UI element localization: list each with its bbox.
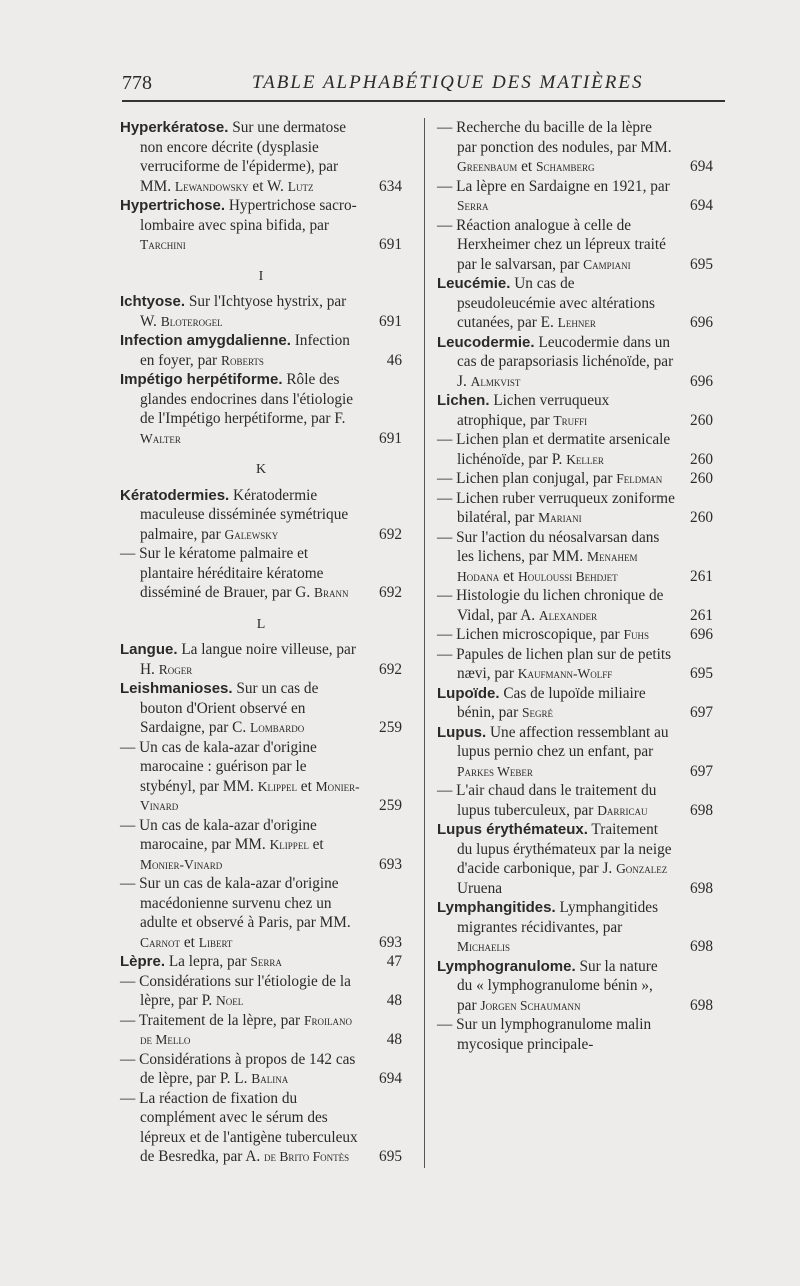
entry-text: — La réaction de fixation du complément avec le sérum des lépreux et de l'antigène tuberculeux de Besredka, par A. xyxy=(120,1089,358,1165)
entry-author: Schamberg xyxy=(535,159,595,174)
entry-author: Carnot xyxy=(140,934,181,950)
entry-text: — L'air chaud dans le traitement du lupus tuberculeux, par xyxy=(437,782,657,819)
entry-author: Menahem Hodana xyxy=(457,549,638,584)
entry-text: Kératodermie maculeuse disséminée symétrique palmaire, par xyxy=(140,486,349,543)
entry-author: Tarchini xyxy=(140,237,186,252)
entry-headword: Leishmanioses. xyxy=(120,680,233,697)
entry-page-number: 260 xyxy=(690,470,713,487)
entry-author: Alexander xyxy=(538,607,598,623)
entry-page-number: 692 xyxy=(379,584,402,601)
entry-text: — Réaction analogue à celle de Herxheimer chez un lépreux traité par le salvarsan, par xyxy=(437,216,666,273)
entry-text: — Lichen plan conjugal, par xyxy=(437,470,617,487)
entry-page-number: 694 xyxy=(379,1070,402,1087)
entry-author: Darricau xyxy=(597,802,648,818)
entry-author: Michaelis xyxy=(457,939,511,954)
entry-headword: Hyperkératose. xyxy=(120,119,229,136)
entry-text: et xyxy=(499,567,518,585)
index-entry xyxy=(437,430,713,469)
entry-author: Greenbaum xyxy=(457,159,518,174)
entry-headword: Lupus. xyxy=(437,723,487,741)
index-entry xyxy=(437,898,713,957)
entry-author: Walter xyxy=(140,430,181,446)
index-entry xyxy=(120,196,402,255)
entry-text: — Lichen ruber verruqueux zoniforme bilatéral, par xyxy=(437,489,675,526)
entry-text: Sur l'Ichtyose hystrix, par W. xyxy=(140,293,347,330)
entry-author: Jorgen Schaumann xyxy=(480,997,581,1013)
index-entry xyxy=(120,640,402,679)
entry-author: Feldman xyxy=(616,471,663,486)
entry-text: La lepra, par xyxy=(165,953,251,970)
index-entry xyxy=(437,528,713,587)
entry-page-number: 692 xyxy=(379,525,402,543)
index-entry xyxy=(437,489,713,528)
entry-author: Serra xyxy=(457,198,489,213)
index-entry xyxy=(120,738,402,816)
entry-page-number: 693 xyxy=(379,933,402,951)
index-entry xyxy=(120,1011,402,1050)
entry-text: et xyxy=(308,836,324,853)
entry-text: Sur un cas de bouton d'Orient observé en Sardaigne, par C. xyxy=(140,680,319,736)
entry-author: Lutz xyxy=(287,178,314,194)
entry-text: — Un cas de kala-azar d'origine marocaine, par MM. xyxy=(120,816,317,853)
entry-author: Froilano de Mello xyxy=(140,1012,352,1047)
index-entry xyxy=(120,331,402,370)
entry-text: — Recherche du bacille de la lèpre par ponction des nodules, par MM. xyxy=(437,119,672,156)
entry-text: Leucodermie dans un cas de parapsoriasis lichénoïde, par J. xyxy=(457,333,674,390)
entry-text: Rôle des glandes endocrines dans l'étiologie de l'Impétigo herpétiforme, par F. xyxy=(140,371,354,427)
entry-page-number: 691 xyxy=(379,312,402,330)
section-letter: K xyxy=(255,462,267,477)
entry-page-number: 691 xyxy=(379,429,402,447)
entry-author: Lewandowsky xyxy=(174,178,249,194)
index-entry xyxy=(120,874,402,952)
entry-text: — La lèpre en Sardaigne en 1921, par xyxy=(437,177,670,195)
entry-page-number: 260 xyxy=(690,450,713,468)
entry-author: Lombardo xyxy=(250,720,305,735)
entry-text: Sur la nature du « lymphogranulome bénin », par xyxy=(457,957,658,1014)
entry-page-number: 48 xyxy=(386,1031,402,1048)
entry-headword: Ichtyose. xyxy=(120,293,186,310)
page-header xyxy=(122,68,722,98)
entry-author: Keller xyxy=(566,451,604,467)
entry-author: Kaufmann-Wolff xyxy=(517,666,613,681)
entry-text: Traitement du lupus érythémateux par la neige d'acide carbonique, par J. xyxy=(457,821,672,877)
index-entry xyxy=(437,274,713,333)
index-entry xyxy=(437,625,713,645)
entry-author: Gonzalez xyxy=(616,861,668,876)
entry-author: Brann xyxy=(313,585,349,600)
index-entry xyxy=(437,118,713,177)
index-entry xyxy=(120,679,402,738)
entry-page-number: 692 xyxy=(379,660,402,678)
entry-author: Balina xyxy=(251,1071,289,1086)
entry-text: et xyxy=(180,933,199,951)
entry-text: — Un cas de kala-azar d'origine marocaine : guérison par le stybényl, par MM. xyxy=(120,738,317,795)
entry-text: — Considérations à propos de 142 cas de lèpre, par P. L. xyxy=(120,1050,356,1087)
entry-text: — Traitement de la lèpre, par xyxy=(120,1011,304,1029)
entry-page-number: 697 xyxy=(690,704,713,721)
page-number: 778 xyxy=(122,72,152,94)
index-entry xyxy=(437,333,713,392)
section-letter: I xyxy=(258,268,264,284)
entry-page-number: 259 xyxy=(379,797,402,814)
section-letter: L xyxy=(256,616,266,632)
entry-headword: Impétigo herpétiforme. xyxy=(120,371,283,388)
entry-author: Parkes Weber xyxy=(457,763,533,779)
entry-page-number: 259 xyxy=(379,719,402,736)
entry-page-number: 694 xyxy=(690,197,713,214)
entry-headword: Lupoïde. xyxy=(437,684,500,702)
index-entry xyxy=(437,957,713,1016)
column-divider xyxy=(424,118,425,1168)
entry-page-number: 695 xyxy=(690,665,713,682)
entry-page-number: 691 xyxy=(379,236,402,253)
index-entry xyxy=(437,645,713,684)
entry-page-number: 261 xyxy=(690,606,713,624)
index-entry xyxy=(120,544,402,603)
index-entry xyxy=(437,1015,713,1054)
entry-text: — Sur l'action du néosalvarsan dans les lichens, par MM. xyxy=(437,528,660,565)
entry-page-number: 693 xyxy=(379,855,402,873)
index-entry xyxy=(437,586,713,625)
index-entry xyxy=(437,216,713,275)
entry-author: Roger xyxy=(158,661,193,677)
entry-page-number: 634 xyxy=(379,177,402,195)
entry-text: et xyxy=(517,158,536,175)
entry-headword: Lymphangitides. xyxy=(437,899,556,916)
entry-headword: Kératodermies. xyxy=(120,486,230,504)
entry-headword: Infection amygdalienne. xyxy=(120,332,291,349)
index-entry xyxy=(120,1050,402,1089)
entry-text: Lymphangitides migrantes récidivantes, par xyxy=(457,899,659,936)
entry-text: — Lichen plan et dermatite arsenicale lichénoïde, par P. xyxy=(437,431,671,468)
entry-text: — Sur le kératome palmaire et plantaire héréditaire kératome disséminé de Brauer, par G. xyxy=(120,545,324,601)
entry-page-number: 695 xyxy=(690,255,713,273)
entry-page-number: 695 xyxy=(379,1148,402,1165)
entry-text: Un cas de pseudoleucémie avec altérations cutanées, par E. xyxy=(457,275,655,331)
entry-page-number: 47 xyxy=(386,953,402,970)
entry-page-number: 698 xyxy=(690,938,713,955)
entry-text: — Papules de lichen plan sur de petits nævi, par xyxy=(437,645,672,682)
entry-headword: Lymphogranulome. xyxy=(437,957,576,975)
entry-author: Houloussi Behdjet xyxy=(517,568,618,584)
entry-page-number: 697 xyxy=(690,762,713,780)
entry-page-number: 696 xyxy=(690,372,713,390)
entry-author: Truffi xyxy=(553,412,588,428)
entry-page-number: 698 xyxy=(690,879,713,897)
entry-author: Mariani xyxy=(538,510,582,525)
index-entry xyxy=(120,972,402,1011)
entry-page-number: 694 xyxy=(690,158,713,175)
entry-text: Cas de lupoïde miliaire bénin, par xyxy=(457,684,646,721)
index-entry xyxy=(120,292,402,331)
entry-headword: Langue. xyxy=(120,641,178,658)
entry-text: La langue noire villeuse, par H. xyxy=(140,641,356,678)
entry-author: Bloterogel xyxy=(160,313,223,329)
entry-author: Serra xyxy=(250,954,282,969)
entry-page-number: 48 xyxy=(386,992,402,1009)
entry-author: Galewsky xyxy=(224,526,279,542)
entry-text: Une affection ressemblant au lupus pernio chez un enfant, par xyxy=(457,723,669,760)
entry-author: Klippel xyxy=(257,778,297,794)
entry-author: Segré xyxy=(522,705,554,720)
entry-text: et W. xyxy=(248,177,288,195)
index-entry xyxy=(437,469,713,489)
entry-page-number: 698 xyxy=(690,801,713,819)
entry-page-number: 260 xyxy=(690,509,713,526)
entry-author: Almkvist xyxy=(470,373,521,389)
entry-text: et xyxy=(296,777,316,795)
index-entry xyxy=(437,391,713,430)
entry-author: Monier-Vinard xyxy=(140,778,360,813)
index-entry xyxy=(437,723,713,782)
index-entry xyxy=(437,781,713,820)
index-entry xyxy=(437,177,713,216)
entry-author: Klippel xyxy=(269,837,309,852)
entry-headword: Leucémie. xyxy=(437,275,511,292)
entry-author: Roberts xyxy=(220,352,264,368)
running-title: TABLE ALPHABÉTIQUE DES MATIÈRES xyxy=(252,72,644,93)
entry-author: Fuhs xyxy=(623,627,649,642)
entry-author: Noel xyxy=(216,993,244,1008)
entry-headword: Lupus érythémateux. xyxy=(437,821,588,838)
entry-text: Uruena xyxy=(457,879,503,897)
index-entry xyxy=(120,816,402,875)
entry-text: — Lichen microscopique, par xyxy=(437,626,624,643)
entry-headword: Lèpre. xyxy=(120,953,166,970)
index-entry xyxy=(437,684,713,723)
entry-page-number: 261 xyxy=(690,567,713,585)
index-entry xyxy=(120,952,402,972)
entry-text: Hypertrichose sacro-lombaire avec spina bifida, par xyxy=(140,197,357,234)
entry-headword: Lichen. xyxy=(437,392,490,409)
entry-text: — Sur un lymphogranulome malin mycosique principale- xyxy=(437,1016,652,1053)
entry-page-number: 696 xyxy=(690,626,713,643)
entry-page-number: 698 xyxy=(690,996,713,1014)
entry-text: Sur une dermatose non encore décrite (dysplasie verruciforme de l'épiderme), par MM. xyxy=(140,119,347,195)
entry-page-number: 46 xyxy=(386,351,402,369)
entry-headword: Leucodermie. xyxy=(437,333,535,351)
entry-author: Libert xyxy=(198,934,233,950)
header-rule xyxy=(122,100,725,102)
entry-author: Lehner xyxy=(557,315,596,330)
left-column xyxy=(120,118,402,1167)
index-entry xyxy=(120,370,402,448)
entry-page-number: 696 xyxy=(690,314,713,331)
entry-author: Campiani xyxy=(583,256,631,272)
entry-text: Lichen verruqueux atrophique, par xyxy=(457,392,610,429)
entry-author: de Brito Fontès xyxy=(264,1149,350,1164)
index-entry xyxy=(120,1089,402,1167)
entry-page-number: 260 xyxy=(690,411,713,429)
entry-text: — Considérations sur l'étiologie de la lèpre, par P. xyxy=(120,972,351,1009)
index-entry xyxy=(120,118,402,196)
entry-text: Infection en foyer, par xyxy=(140,332,350,369)
index-entry xyxy=(437,820,713,898)
index-entry xyxy=(120,486,402,545)
entry-text: — Histologie du lichen chronique de Vidal, par A. xyxy=(437,587,664,624)
right-column xyxy=(437,118,713,1054)
entry-headword: Hypertrichose. xyxy=(120,197,226,214)
entry-author: Monier-Vinard xyxy=(140,856,223,872)
entry-text: — Sur un cas de kala-azar d'origine macédonienne survenu chez un adulte et observé à Paris, par MM. xyxy=(120,875,351,931)
